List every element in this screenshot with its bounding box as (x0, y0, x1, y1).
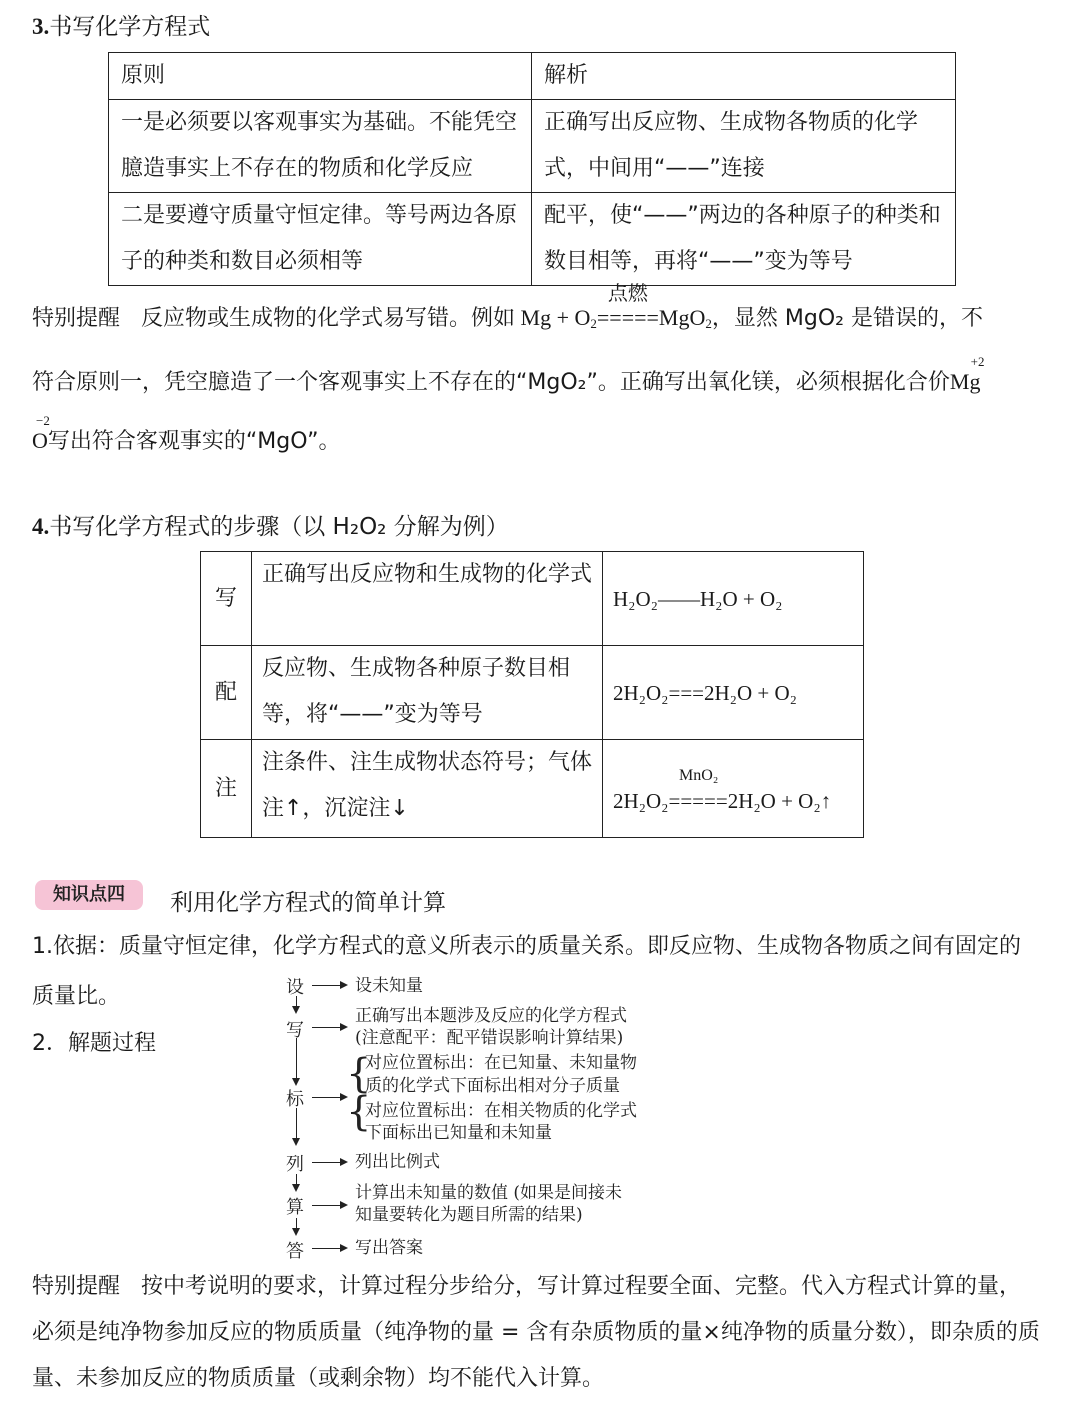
process-title: 2．解题过程 (32, 1031, 156, 1056)
arrow-right-icon (312, 1027, 346, 1028)
arrow-right-icon (312, 1162, 346, 1163)
step-desc: 注条件、注生成物状态符号；气体注↑，沉淀注↓ (252, 740, 603, 838)
arrow-down-icon (296, 1108, 297, 1144)
flow-key: 标 (286, 1089, 304, 1110)
table-header-cell: 解析 (532, 53, 956, 100)
tip-text: 按中考说明的要求，计算过程分步给分，写计算过程要全面、完整。代入方程式计算的量，必须是纯净物参加反应的物质质量（纯净物的量 = 含有杂质物质的量×纯净物的质量分数），即杂质的质量、未参加反应的物质质量（或剩余物）均不能代入计算。 (32, 1274, 1040, 1391)
flow-text: 知量要转化为题目所需的结果) (355, 1205, 583, 1225)
tip-line-2: 符合原则一，凭空臆造了一个客观事实上不存在的“MgO₂”。正确写出氧化镁，必须根据化合价 (32, 370, 950, 395)
flow-text: 对应位置标出：在相关物质的化学式 (365, 1101, 637, 1121)
tip-text: 反应物或生成物的化学式易写错。例如 (141, 306, 516, 331)
flow-text: 正确写出本题涉及反应的化学方程式 (355, 1006, 627, 1026)
tip-label: 特别提醒 (32, 306, 121, 331)
step-equation: H₂O₂——H₂O + O₂ (603, 552, 864, 646)
section3-number: 3. (32, 14, 50, 39)
arrow-right-icon (312, 1205, 346, 1206)
flow-text: (注意配平：配平错误影响计算结果) (355, 1028, 624, 1048)
flow-key: 写 (286, 1020, 304, 1041)
o-valence: −2 (36, 413, 50, 428)
mg-valence: +2 (970, 354, 985, 369)
flow-text: 质的化学式下面标出相对分子质量 (365, 1076, 620, 1096)
reaction-condition: 点燃 ===== (597, 290, 659, 346)
step-cell: 注 (201, 740, 252, 838)
o-valence-mark: O −2 (32, 413, 48, 469)
flow-key: 算 (286, 1197, 304, 1218)
step-cell: 配 (201, 646, 252, 740)
flow-key: 列 (286, 1154, 304, 1175)
step-cell: 写 (201, 552, 252, 646)
arrow-right-icon (312, 1248, 346, 1249)
flow-text: 计算出未知量的数值 (如果是间接未 (355, 1183, 623, 1203)
tip-label: 特别提醒 (32, 1274, 121, 1299)
flow-text: 设未知量 (355, 976, 423, 996)
arrow-down-icon (296, 1038, 297, 1084)
table-cell: 正确写出反应物、生成物各物质的化学式，中间用“——”连接 (532, 100, 956, 193)
mg-valence-mark: Mg +2 (950, 354, 981, 410)
flow-key: 设 (286, 977, 304, 998)
arrow-down-icon (296, 996, 297, 1012)
step-desc: 反应物、生成物各种原子数目相等，将“——”变为等号 (252, 646, 603, 740)
mno2-condition: MnO₂ (679, 766, 719, 784)
tip-line-3: 写出符合客观事实的“MgO”。 (47, 429, 341, 454)
step-equation: 2H₂O₂=====2H₂O + O₂↑ (613, 788, 832, 813)
brace-icon: { (346, 1051, 372, 1097)
section4-title: 书写化学方程式的步骤（以 H₂O₂ 分解为例） (49, 514, 509, 540)
arrow-right-icon (312, 1097, 346, 1098)
table-cell: 二是要遵守质量守恒定律。等号两边各原子的种类和数目必须相等 (109, 193, 532, 286)
section4-number: 4. (32, 514, 50, 539)
tip-paragraph-2 (32, 1264, 1042, 1402)
flow-text: 写出答案 (355, 1238, 423, 1258)
arrow-down-icon (296, 1218, 297, 1234)
knowledge-title: 利用化学方程式的简单计算 (170, 890, 446, 916)
flow-key: 答 (286, 1241, 304, 1262)
flow-text: 对应位置标出：在已知量、未知量物 (365, 1053, 637, 1073)
step-desc: 正确写出反应物和生成物的化学式 (252, 552, 603, 646)
table-cell: 一是必须要以客观事实为基础。不能凭空臆造事实上不存在的物质和化学反应 (109, 100, 532, 193)
brace-icon: { (346, 1089, 372, 1135)
equation-mg-o2: $Mg + O_2$ 点燃 =====MgO$_2$ (515, 305, 712, 330)
table-cell: 配平，使“——”两边的各种原子的种类和数目相等，再将“——”变为等号 (532, 193, 956, 286)
flow-text: 列出比例式 (355, 1152, 440, 1172)
tip-text-2: ，显然 MgO₂ 是错误的，不 (711, 306, 983, 331)
arrow-down-icon (296, 1174, 297, 1190)
arrow-right-icon (312, 985, 346, 986)
condition-label: 点燃 (607, 283, 648, 305)
section3-title: 书写化学方程式 (49, 14, 211, 40)
step-equation: 2H₂O₂===2H₂O + O₂ (603, 646, 864, 740)
knowledge-badge: 知识点四 (35, 880, 143, 910)
flow-text: 下面标出已知量和未知量 (365, 1123, 552, 1143)
table-header-cell: 原则 (109, 53, 532, 100)
basis-paragraph: 1.依据：质量守恒定律，化学方程式的意义所表示的质量关系。即反应物、生成物各物质之间有固定的质量比。 (32, 934, 1021, 1009)
